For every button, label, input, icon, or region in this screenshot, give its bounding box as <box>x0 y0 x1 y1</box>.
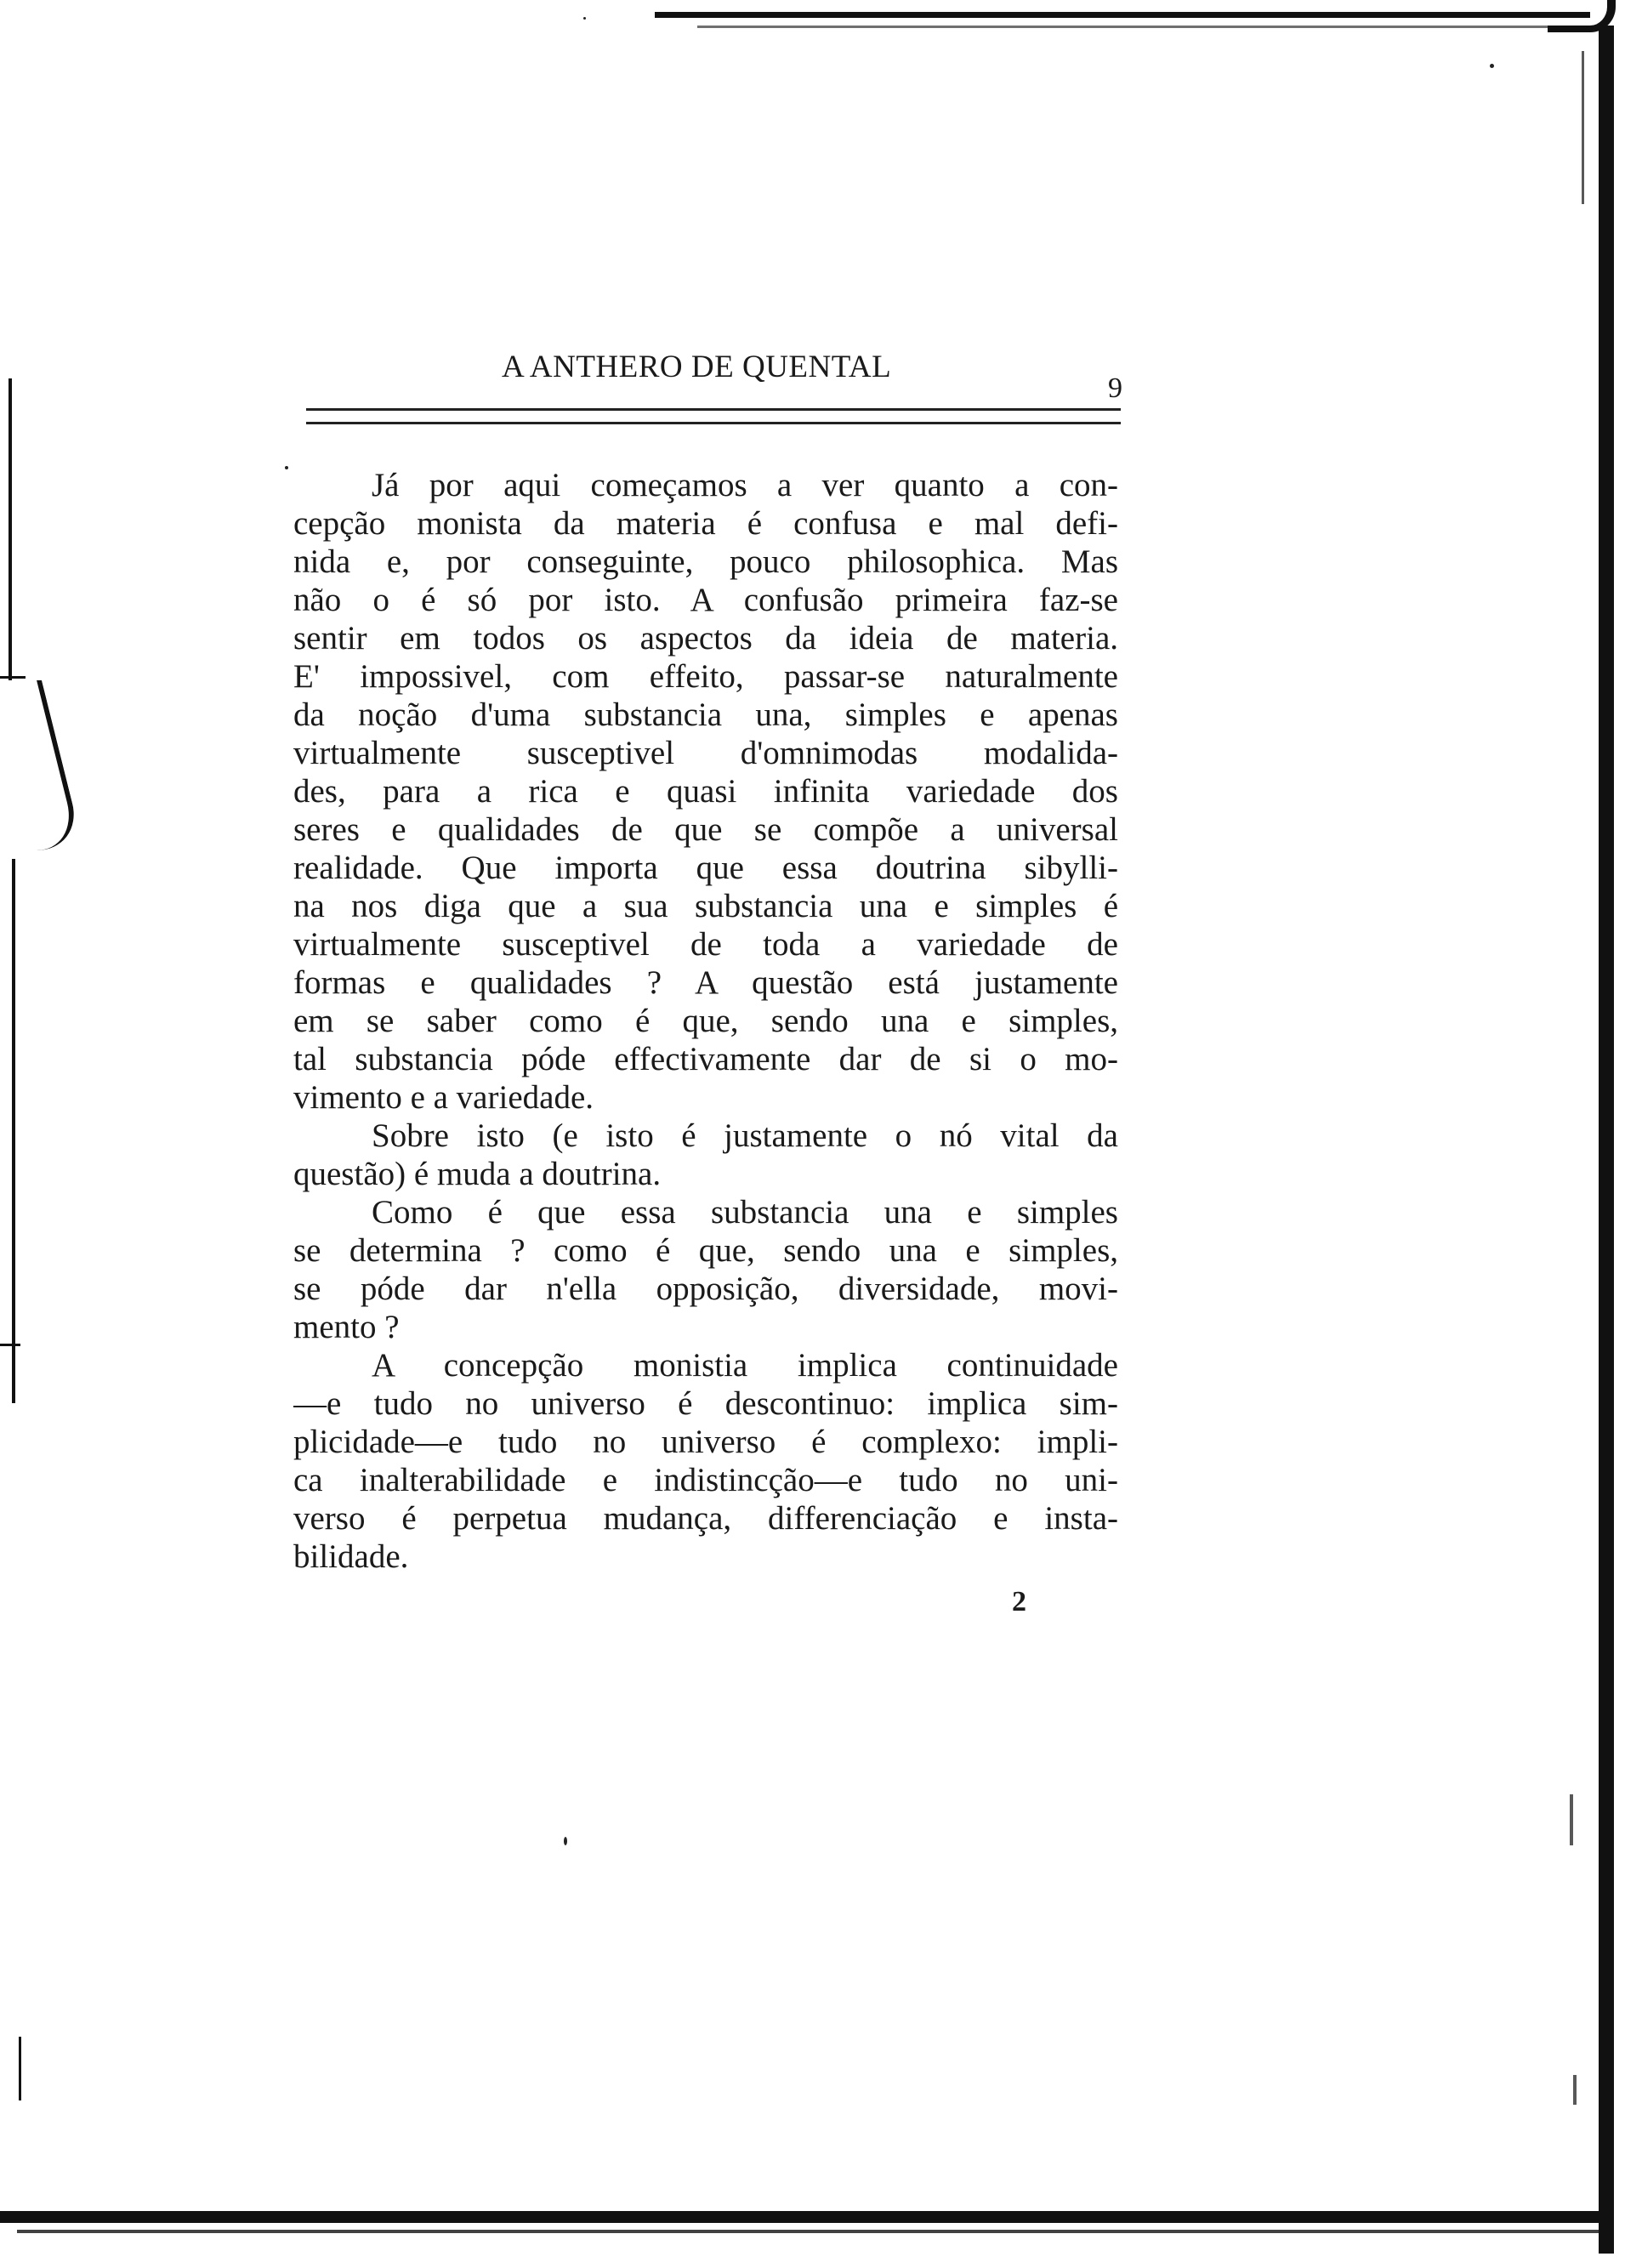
running-head <box>289 349 1122 404</box>
scan-edge-top-thin <box>697 26 1599 28</box>
text-line: bilidade. <box>293 1538 409 1575</box>
scan-speck <box>1490 64 1494 68</box>
text-line: realidade. Que importa que essa doutrina sibylli- <box>293 850 1118 886</box>
text-line: se determina ? como é que, sendo una e simples, <box>293 1232 1118 1269</box>
text-line: virtualmente susceptivel de toda a variedade de <box>293 926 1118 963</box>
scan-speck <box>285 466 288 469</box>
text-line: ca inalterabilidade e indistincção—e tudo no uni- <box>293 1462 1118 1498</box>
header-rule-double <box>306 422 1121 424</box>
scan-edge-left-curve <box>0 680 84 850</box>
text-line: cepção monista da materia é confusa e mal defi- <box>293 505 1118 542</box>
text-line: mento ? <box>293 1309 400 1345</box>
scan-edge-left-upper <box>9 378 12 680</box>
scan-edge-left-lower <box>19 2037 21 2100</box>
text-line: Como é que essa substancia una e simples <box>372 1194 1118 1231</box>
header-rule <box>306 408 1121 411</box>
signature-mark: 2 <box>1012 1586 1026 1617</box>
text-line: E' impossivel, com effeito, passar-se naturalmente <box>293 658 1118 695</box>
scan-edge-right-fragment <box>1570 1794 1573 1845</box>
text-line: des, para a rica e quasi infinita variedade dos <box>293 773 1118 810</box>
text-line: seres e qualidades de que se compõe a universal <box>293 811 1118 848</box>
scan-edge-bottom-thin <box>17 2230 1599 2233</box>
body-text <box>293 466 1118 1576</box>
scan-edge-bottom <box>0 2211 1607 2223</box>
scan-speck <box>583 17 586 20</box>
text-line: tal substancia póde effectivamente dar de si o mo- <box>293 1041 1118 1077</box>
text-line: plicidade—e tudo no universo é complexo: impli- <box>293 1424 1118 1460</box>
text-line: virtualmente susceptivel d'omnimodas modalida- <box>293 735 1118 771</box>
scan-edge-top <box>655 12 1590 18</box>
text-line: na nos diga que a sua substancia una e simples é <box>293 888 1118 924</box>
scan-speck <box>564 1837 567 1845</box>
text-line: em se saber como é que, sendo una e simples, <box>293 1003 1118 1039</box>
scan-edge-right-thin <box>1582 51 1584 204</box>
scan-edge-left-middle <box>12 859 15 1403</box>
text-line: formas e qualidades ? A questão está justamente <box>293 964 1118 1001</box>
scan-edge-right-fragment-lower <box>1573 2075 1577 2105</box>
running-head-title: A ANTHERO DE QUENTAL <box>502 350 892 384</box>
text-line: —e tudo no universo é descontinuo: implica sim- <box>293 1385 1118 1422</box>
scan-edge-left-tick-lower <box>0 1344 20 1346</box>
text-line: questão) é muda a doutrina. <box>293 1156 662 1192</box>
text-line: Já por aqui começamos a ver quanto a con- <box>372 467 1118 503</box>
text-line: verso é perpetua mudança, differenciação e insta- <box>293 1500 1118 1537</box>
scan-edge-right <box>1599 26 1614 2254</box>
text-line: sentir em todos os aspectos da ideia de materia. <box>293 620 1118 657</box>
text-line: se póde dar n'ella opposição, diversidade, movi- <box>293 1270 1118 1307</box>
text-line: Sobre isto (e isto é justamente o nó vital da <box>372 1117 1118 1154</box>
text-line: não o é só por isto. A confusão primeira faz-se <box>293 582 1118 618</box>
scan-edge-left-tick <box>0 676 26 679</box>
text-line: da noção d'uma substancia una, simples e apenas <box>293 696 1118 733</box>
text-line: A concepção monistia implica continuidade <box>372 1347 1118 1384</box>
text-line: nida e, por conseguinte, pouco philosophica. Mas <box>293 543 1118 580</box>
text-line: vimento e a variedade. <box>293 1079 594 1116</box>
page-number: 9 <box>1108 372 1122 404</box>
